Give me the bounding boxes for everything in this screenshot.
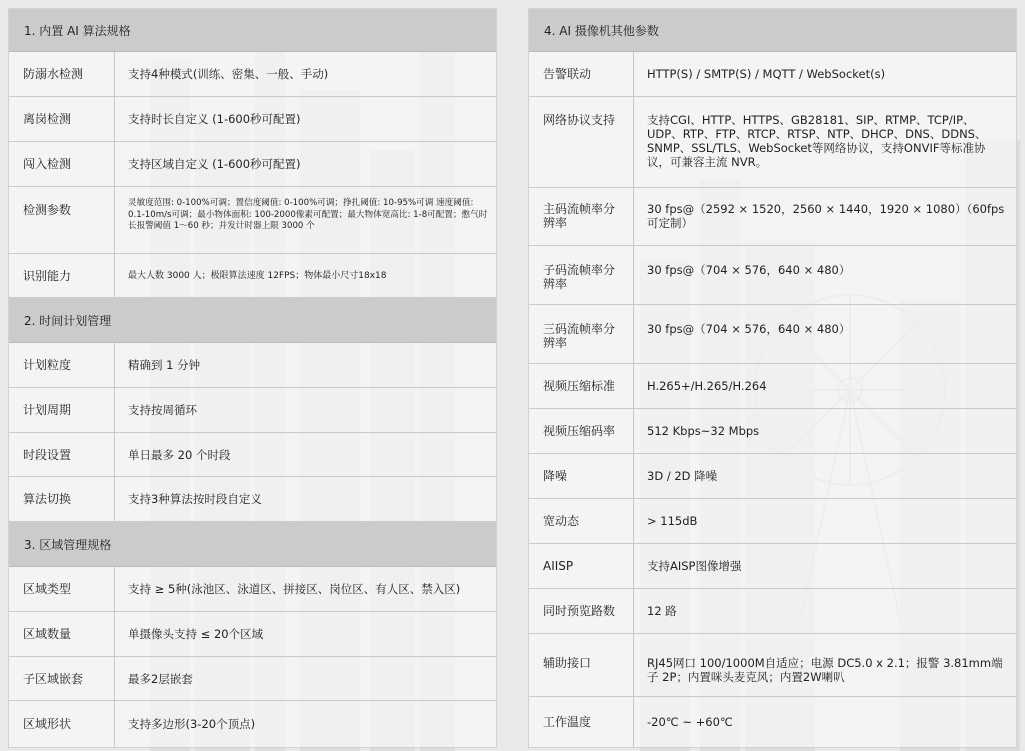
row-label: 主码流帧率分辨率 xyxy=(529,188,634,245)
row-label: 区域类型 xyxy=(9,567,115,611)
table-row xyxy=(9,477,496,522)
table-row xyxy=(9,657,496,701)
row-value: 支持AISP图像增强 xyxy=(647,559,742,573)
row-value: 支持按周循环 xyxy=(128,403,197,417)
row-label: 子区域嵌套 xyxy=(9,657,115,700)
row-value: 最多2层嵌套 xyxy=(128,671,193,686)
row-value: 支持区域自定义 (1-600秒可配置) xyxy=(128,157,301,171)
row-value: 精确到 1 分钟 xyxy=(128,358,201,372)
table-row xyxy=(529,454,1016,499)
table-row xyxy=(529,97,1016,188)
table-row xyxy=(529,499,1016,544)
table-row xyxy=(9,567,496,612)
table-row xyxy=(529,246,1016,305)
row-value: 支持3种算法按时段自定义 xyxy=(128,492,262,506)
row-label: 降噪 xyxy=(529,454,634,498)
right-spec-panel xyxy=(528,8,1017,748)
row-label: 识别能力 xyxy=(9,254,115,297)
row-value: 30 fps@（2592 × 1520，2560 × 1440，1920 × 1080）（60fps可定制） xyxy=(647,202,1005,230)
row-value: 支持4种模式(训练、密集、一般、手动) xyxy=(128,67,329,81)
row-label: 区域形状 xyxy=(9,701,115,747)
row-label: 子码流帧率分辨率 xyxy=(529,246,634,304)
table-row xyxy=(529,697,1016,747)
table-row xyxy=(9,701,496,747)
row-value: 3D / 2D 降噪 xyxy=(647,469,718,483)
row-value: 灵敏度范围: 0-100%可调；置信度阈值: 0-100%可调；挣扎阈值: 10-95%可调 速度阈值: 0.1-10m/s可调；最小物体面积: 100-2000像素可配置；最大物体宽高比: 1-8可配置；憋气时长报警阈值 1～60 秒；并发计时器上限 3000 个 xyxy=(128,198,488,231)
table-row xyxy=(9,343,496,388)
table-row xyxy=(9,433,496,477)
row-label: 离岗检测 xyxy=(9,97,115,141)
row-value: 支持时长自定义 (1-600秒可配置) xyxy=(128,112,301,126)
table-row xyxy=(9,612,496,657)
table-row xyxy=(9,52,496,97)
row-value: 支持多边形(3-20个顶点) xyxy=(128,717,256,731)
row-label: 宽动态 xyxy=(529,499,634,543)
row-label: 视频压缩码率 xyxy=(529,409,634,453)
row-label: 辅助接口 xyxy=(529,634,634,696)
row-value: -20℃ ~ +60℃ xyxy=(647,715,733,729)
row-label: 同时预览路数 xyxy=(529,589,634,633)
section-header-time-schedule: 2. 时间计划管理 xyxy=(9,298,496,343)
table-row xyxy=(529,364,1016,409)
table-row xyxy=(529,544,1016,589)
table-row xyxy=(9,388,496,433)
section-header-region-management: 3. 区域管理规格 xyxy=(9,522,496,567)
row-value: 最大人数 3000 人；极限算法速度 12FPS；物体最小尺寸18x18 xyxy=(128,270,387,281)
row-label: 区域数量 xyxy=(9,612,115,656)
section-header-camera-params: 4. AI 摄像机其他参数 xyxy=(529,9,1016,52)
row-label: 告警联动 xyxy=(529,52,634,96)
row-label: 计划粒度 xyxy=(9,343,115,387)
row-value: 支持 ≥ 5种(泳池区、泳道区、拼接区、岗位区、有人区、禁入区) xyxy=(128,582,461,596)
left-spec-panel xyxy=(8,8,497,748)
row-label: 检测参数 xyxy=(9,187,115,253)
row-value: 支持CGI、HTTP、HTTPS、GB28181、SIP、RTMP、TCP/IP、UDP、RTP、FTP、RTCP、RTSP、NTP、DHCP、DNS、DDNS、SNMP、SSL/TLS、WebSocket等网络协议，支持ONVIF等标准协议，可兼容主流 NVR。 xyxy=(647,113,987,169)
table-row xyxy=(9,254,496,298)
row-value: 30 fps@（704 × 576，640 × 480） xyxy=(647,263,851,277)
row-label: 网络协议支持 xyxy=(529,97,634,187)
row-label: 防溺水检测 xyxy=(9,52,115,96)
table-row xyxy=(529,305,1016,364)
row-value: 单摄像头支持 ≤ 20个区域 xyxy=(128,627,264,641)
row-value: 单日最多 20 个时段 xyxy=(128,447,231,462)
row-value: H.265+/H.265/H.264 xyxy=(647,379,767,393)
table-row xyxy=(529,589,1016,634)
row-label: 工作温度 xyxy=(529,697,634,747)
row-value: 12 路 xyxy=(647,604,677,618)
row-value: 512 Kbps~32 Mbps xyxy=(647,424,760,438)
row-label: AIISP xyxy=(529,544,634,588)
row-label: 三码流帧率分辨率 xyxy=(529,305,634,363)
table-row xyxy=(529,409,1016,454)
table-row xyxy=(529,634,1016,697)
row-label: 计划周期 xyxy=(9,388,115,432)
table-row xyxy=(9,97,496,142)
table-row xyxy=(529,52,1016,97)
table-row xyxy=(9,187,496,254)
row-label: 算法切换 xyxy=(9,477,115,521)
row-label: 时段设置 xyxy=(9,433,115,476)
row-label: 闯入检测 xyxy=(9,142,115,186)
row-value: > 115dB xyxy=(647,514,698,528)
row-label: 视频压缩标准 xyxy=(529,364,634,408)
section-header-ai-algorithm: 1. 内置 AI 算法规格 xyxy=(9,9,496,52)
row-value: HTTP(S) / SMTP(S) / MQTT / WebSocket(s) xyxy=(647,67,886,81)
row-value: RJ45网口 100/1000M自适应；电源 DC5.0 x 2.1；报警 3.81mm端子 2P；内置咪头麦克风；内置2W喇叭 xyxy=(647,656,1003,684)
table-row xyxy=(9,142,496,187)
table-row xyxy=(529,188,1016,246)
row-value: 30 fps@（704 × 576，640 × 480） xyxy=(647,322,851,336)
